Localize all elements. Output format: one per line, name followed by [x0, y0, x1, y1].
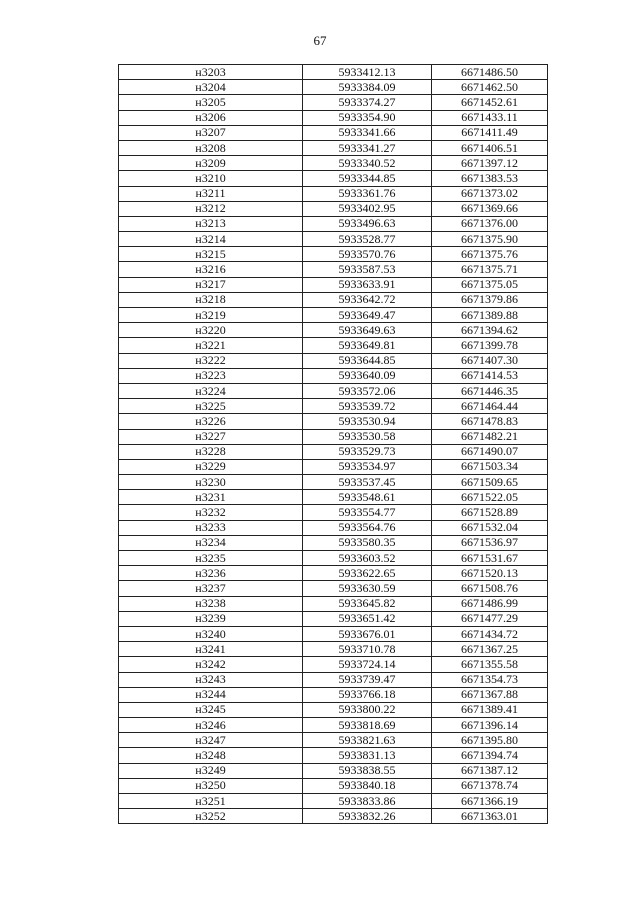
y-coordinate-cell: 6671407.30 [432, 353, 548, 368]
x-coordinate-cell: 5933529.73 [303, 444, 432, 459]
y-coordinate-cell: 6671397.12 [432, 156, 548, 171]
x-coordinate-cell: 5933580.35 [303, 535, 432, 550]
y-coordinate-cell: 6671376.00 [432, 216, 548, 231]
table-row [119, 551, 548, 566]
table-row [119, 414, 548, 429]
table-row [119, 626, 548, 641]
point-id-cell: н3215 [119, 247, 303, 262]
x-coordinate-cell: 5933640.09 [303, 368, 432, 383]
y-coordinate-cell: 6671464.44 [432, 399, 548, 414]
x-coordinate-cell: 5933633.91 [303, 277, 432, 292]
x-coordinate-cell: 5933530.94 [303, 414, 432, 429]
table-row [119, 140, 548, 155]
point-id-cell: н3229 [119, 459, 303, 474]
y-coordinate-cell: 6671478.83 [432, 414, 548, 429]
x-coordinate-cell: 5933766.18 [303, 687, 432, 702]
x-coordinate-cell: 5933818.69 [303, 718, 432, 733]
point-id-cell: н3227 [119, 429, 303, 444]
y-coordinate-cell: 6671387.12 [432, 763, 548, 778]
x-coordinate-cell: 5933587.53 [303, 262, 432, 277]
table-row [119, 718, 548, 733]
x-coordinate-cell: 5933821.63 [303, 733, 432, 748]
y-coordinate-cell: 6671355.58 [432, 657, 548, 672]
x-coordinate-cell: 5933649.81 [303, 338, 432, 353]
point-id-cell: н3217 [119, 277, 303, 292]
x-coordinate-cell: 5933644.85 [303, 353, 432, 368]
x-coordinate-cell: 5933622.65 [303, 566, 432, 581]
point-id-cell: н3236 [119, 566, 303, 581]
x-coordinate-cell: 5933838.55 [303, 763, 432, 778]
table-row [119, 702, 548, 717]
table-row [119, 216, 548, 231]
point-id-cell: н3245 [119, 702, 303, 717]
y-coordinate-cell: 6671375.05 [432, 277, 548, 292]
x-coordinate-cell: 5933534.97 [303, 459, 432, 474]
point-id-cell: н3237 [119, 581, 303, 596]
table-row [119, 444, 548, 459]
y-coordinate-cell: 6671536.97 [432, 535, 548, 550]
x-coordinate-cell: 5933570.76 [303, 247, 432, 262]
x-coordinate-cell: 5933831.13 [303, 748, 432, 763]
x-coordinate-cell: 5933384.09 [303, 80, 432, 95]
point-id-cell: н3242 [119, 657, 303, 672]
x-coordinate-cell: 5933832.26 [303, 809, 432, 824]
table-row [119, 505, 548, 520]
point-id-cell: н3219 [119, 308, 303, 323]
table-row [119, 535, 548, 550]
y-coordinate-cell: 6671532.04 [432, 520, 548, 535]
point-id-cell: н3247 [119, 733, 303, 748]
x-coordinate-cell: 5933354.90 [303, 110, 432, 125]
table-row [119, 778, 548, 793]
y-coordinate-cell: 6671375.76 [432, 247, 548, 262]
table-row [119, 80, 548, 95]
x-coordinate-cell: 5933645.82 [303, 596, 432, 611]
y-coordinate-cell: 6671406.51 [432, 140, 548, 155]
x-coordinate-cell: 5933833.86 [303, 794, 432, 809]
table-row [119, 338, 548, 353]
table-row [119, 429, 548, 444]
y-coordinate-cell: 6671396.14 [432, 718, 548, 733]
table-row [119, 748, 548, 763]
point-id-cell: н3235 [119, 551, 303, 566]
x-coordinate-cell: 5933676.01 [303, 626, 432, 641]
y-coordinate-cell: 6671394.74 [432, 748, 548, 763]
table-row [119, 186, 548, 201]
table-row [119, 794, 548, 809]
point-id-cell: н3244 [119, 687, 303, 702]
table-row [119, 581, 548, 596]
point-id-cell: н3211 [119, 186, 303, 201]
y-coordinate-cell: 6671389.41 [432, 702, 548, 717]
x-coordinate-cell: 5933341.66 [303, 125, 432, 140]
point-id-cell: н3238 [119, 596, 303, 611]
point-id-cell: н3250 [119, 778, 303, 793]
point-id-cell: н3218 [119, 292, 303, 307]
x-coordinate-cell: 5933528.77 [303, 232, 432, 247]
table-row [119, 596, 548, 611]
x-coordinate-cell: 5933361.76 [303, 186, 432, 201]
coordinates-table [118, 64, 548, 824]
table-row [119, 125, 548, 140]
x-coordinate-cell: 5933539.72 [303, 399, 432, 414]
table-row [119, 171, 548, 186]
y-coordinate-cell: 6671375.90 [432, 232, 548, 247]
point-id-cell: н3225 [119, 399, 303, 414]
table-row [119, 642, 548, 657]
page-number: 67 [313, 33, 327, 48]
y-coordinate-cell: 6671367.88 [432, 687, 548, 702]
table-row [119, 247, 548, 262]
x-coordinate-cell: 5933530.58 [303, 429, 432, 444]
y-coordinate-cell: 6671369.66 [432, 201, 548, 216]
point-id-cell: н3208 [119, 140, 303, 155]
x-coordinate-cell: 5933710.78 [303, 642, 432, 657]
point-id-cell: н3241 [119, 642, 303, 657]
y-coordinate-cell: 6671482.21 [432, 429, 548, 444]
x-coordinate-cell: 5933496.63 [303, 216, 432, 231]
x-coordinate-cell: 5933572.06 [303, 383, 432, 398]
x-coordinate-cell: 5933642.72 [303, 292, 432, 307]
point-id-cell: н3224 [119, 383, 303, 398]
y-coordinate-cell: 6671477.29 [432, 611, 548, 626]
x-coordinate-cell: 5933537.45 [303, 475, 432, 490]
y-coordinate-cell: 6671486.99 [432, 596, 548, 611]
point-id-cell: н3222 [119, 353, 303, 368]
y-coordinate-cell: 6671503.34 [432, 459, 548, 474]
y-coordinate-cell: 6671462.50 [432, 80, 548, 95]
y-coordinate-cell: 6671411.49 [432, 125, 548, 140]
table-row [119, 763, 548, 778]
x-coordinate-cell: 5933412.13 [303, 65, 432, 80]
point-id-cell: н3231 [119, 490, 303, 505]
x-coordinate-cell: 5933548.61 [303, 490, 432, 505]
table-row [119, 809, 548, 824]
x-coordinate-cell: 5933649.63 [303, 323, 432, 338]
table-row [119, 277, 548, 292]
point-id-cell: н3205 [119, 95, 303, 110]
x-coordinate-cell: 5933340.52 [303, 156, 432, 171]
point-id-cell: н3252 [119, 809, 303, 824]
x-coordinate-cell: 5933341.27 [303, 140, 432, 155]
table-row [119, 733, 548, 748]
table-row [119, 383, 548, 398]
y-coordinate-cell: 6671490.07 [432, 444, 548, 459]
point-id-cell: н3221 [119, 338, 303, 353]
x-coordinate-cell: 5933724.14 [303, 657, 432, 672]
y-coordinate-cell: 6671452.61 [432, 95, 548, 110]
y-coordinate-cell: 6671394.62 [432, 323, 548, 338]
point-id-cell: н3204 [119, 80, 303, 95]
x-coordinate-cell: 5933840.18 [303, 778, 432, 793]
y-coordinate-cell: 6671508.76 [432, 581, 548, 596]
table-row [119, 232, 548, 247]
y-coordinate-cell: 6671373.02 [432, 186, 548, 201]
y-coordinate-cell: 6671414.53 [432, 368, 548, 383]
point-id-cell: н3243 [119, 672, 303, 687]
point-id-cell: н3214 [119, 232, 303, 247]
point-id-cell: н3207 [119, 125, 303, 140]
x-coordinate-cell: 5933649.47 [303, 308, 432, 323]
point-id-cell: н3249 [119, 763, 303, 778]
point-id-cell: н3203 [119, 65, 303, 80]
table-row [119, 459, 548, 474]
point-id-cell: н3230 [119, 475, 303, 490]
point-id-cell: н3209 [119, 156, 303, 171]
y-coordinate-cell: 6671434.72 [432, 626, 548, 641]
table-row [119, 490, 548, 505]
point-id-cell: н3212 [119, 201, 303, 216]
y-coordinate-cell: 6671383.53 [432, 171, 548, 186]
y-coordinate-cell: 6671509.65 [432, 475, 548, 490]
y-coordinate-cell: 6671486.50 [432, 65, 548, 80]
table-row [119, 201, 548, 216]
y-coordinate-cell: 6671375.71 [432, 262, 548, 277]
point-id-cell: н3206 [119, 110, 303, 125]
point-id-cell: н3239 [119, 611, 303, 626]
y-coordinate-cell: 6671389.88 [432, 308, 548, 323]
y-coordinate-cell: 6671399.78 [432, 338, 548, 353]
table-row [119, 292, 548, 307]
point-id-cell: н3234 [119, 535, 303, 550]
x-coordinate-cell: 5933739.47 [303, 672, 432, 687]
table-row [119, 308, 548, 323]
point-id-cell: н3246 [119, 718, 303, 733]
table-row [119, 156, 548, 171]
y-coordinate-cell: 6671433.11 [432, 110, 548, 125]
point-id-cell: н3216 [119, 262, 303, 277]
table-row [119, 475, 548, 490]
y-coordinate-cell: 6671520.13 [432, 566, 548, 581]
point-id-cell: н3248 [119, 748, 303, 763]
point-id-cell: н3223 [119, 368, 303, 383]
table-row [119, 65, 548, 80]
x-coordinate-cell: 5933344.85 [303, 171, 432, 186]
table-row [119, 323, 548, 338]
point-id-cell: н3213 [119, 216, 303, 231]
table-row [119, 110, 548, 125]
x-coordinate-cell: 5933564.76 [303, 520, 432, 535]
table-row [119, 399, 548, 414]
table-row [119, 368, 548, 383]
table-row [119, 611, 548, 626]
table-row [119, 687, 548, 702]
coordinates-table-body [119, 65, 548, 824]
y-coordinate-cell: 6671531.67 [432, 551, 548, 566]
y-coordinate-cell: 6671354.73 [432, 672, 548, 687]
y-coordinate-cell: 6671367.25 [432, 642, 548, 657]
table-row [119, 353, 548, 368]
y-coordinate-cell: 6671395.80 [432, 733, 548, 748]
table-row [119, 95, 548, 110]
table-row [119, 566, 548, 581]
x-coordinate-cell: 5933651.42 [303, 611, 432, 626]
point-id-cell: н3240 [119, 626, 303, 641]
point-id-cell: н3210 [119, 171, 303, 186]
x-coordinate-cell: 5933374.27 [303, 95, 432, 110]
x-coordinate-cell: 5933630.59 [303, 581, 432, 596]
point-id-cell: н3251 [119, 794, 303, 809]
table-row [119, 520, 548, 535]
y-coordinate-cell: 6671522.05 [432, 490, 548, 505]
x-coordinate-cell: 5933800.22 [303, 702, 432, 717]
point-id-cell: н3232 [119, 505, 303, 520]
y-coordinate-cell: 6671446.35 [432, 383, 548, 398]
table-row [119, 262, 548, 277]
y-coordinate-cell: 6671363.01 [432, 809, 548, 824]
table-row [119, 672, 548, 687]
y-coordinate-cell: 6671379.86 [432, 292, 548, 307]
y-coordinate-cell: 6671366.19 [432, 794, 548, 809]
point-id-cell: н3233 [119, 520, 303, 535]
point-id-cell: н3220 [119, 323, 303, 338]
point-id-cell: н3228 [119, 444, 303, 459]
table-row [119, 657, 548, 672]
y-coordinate-cell: 6671528.89 [432, 505, 548, 520]
x-coordinate-cell: 5933554.77 [303, 505, 432, 520]
point-id-cell: н3226 [119, 414, 303, 429]
y-coordinate-cell: 6671378.74 [432, 778, 548, 793]
x-coordinate-cell: 5933402.95 [303, 201, 432, 216]
x-coordinate-cell: 5933603.52 [303, 551, 432, 566]
